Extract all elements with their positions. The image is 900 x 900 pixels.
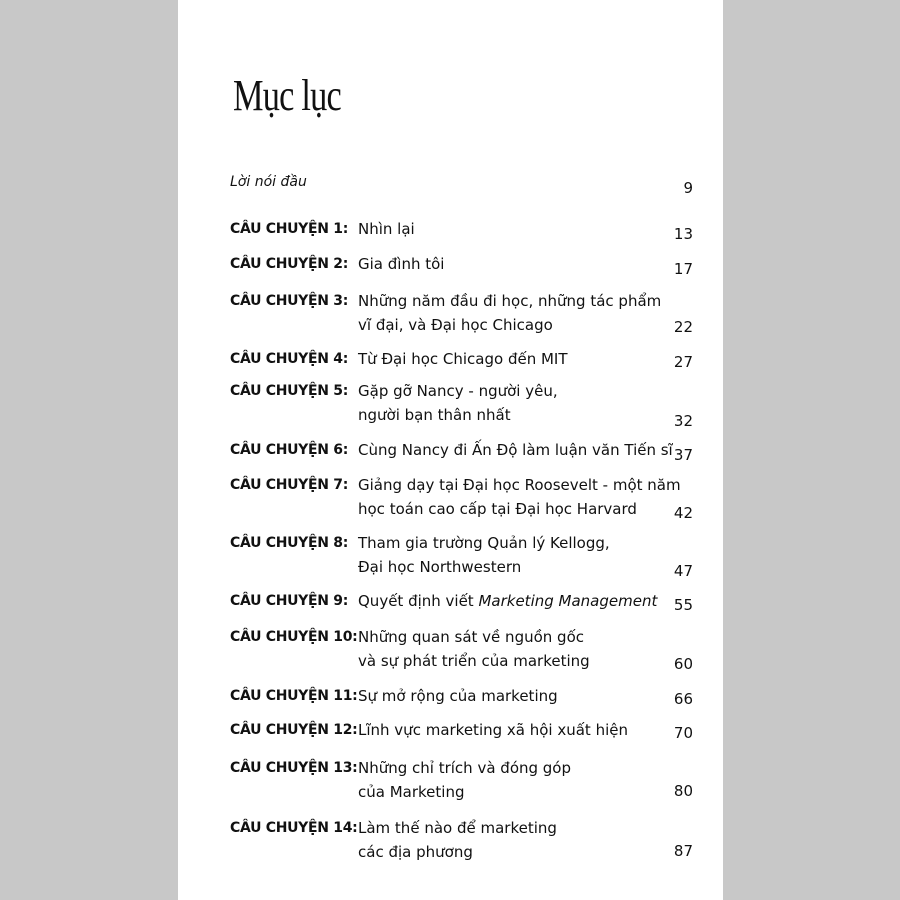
entry-title [358,473,681,521]
entry-label: CÂU CHUYỆN 14: [230,820,358,836]
entry-title [358,252,444,276]
entry-title-line [358,589,657,613]
entry-title-line: Từ Đại học Chicago đến MIT [358,350,568,368]
entry-page-number: 37 [673,446,693,464]
entry-title-line: các địa phương [358,843,473,861]
entry-page-number: 70 [673,724,693,742]
entry-label: CÂU CHUYỆN 11: [230,688,358,704]
entry-page-number: 87 [673,842,693,860]
entry-title [358,756,571,804]
entry-label: CÂU CHUYỆN 1: [230,221,349,237]
entry-title-line: Cùng Nancy đi Ấn Độ làm luận văn Tiến sĩ [358,441,673,459]
entry-title [358,438,673,462]
entry-title [358,379,558,427]
entry-page-number: 22 [673,318,693,336]
entry-label: CÂU CHUYỆN 2: [230,256,349,272]
entry-label: CÂU CHUYỆN 10: [230,629,358,645]
entry-title [358,625,590,673]
entry-title [358,531,610,579]
entry-title-prefix: Quyết định viết [358,592,479,610]
entry-label: CÂU CHUYỆN 13: [230,760,358,776]
entry-page-number: 47 [673,562,693,580]
entry-title-line: Những năm đầu đi học, những tác phẩm [358,292,662,310]
entry-label: CÂU CHUYỆN 3: [230,293,349,309]
entry-page-number: 13 [673,225,693,243]
entry-title-line: Những quan sát về nguồn gốc [358,628,584,646]
entry-title [358,347,568,371]
entry-title-line: Sự mở rộng của marketing [358,687,558,705]
entry-title-line: người bạn thân nhất [358,406,511,424]
entry-label: CÂU CHUYỆN 8: [230,535,349,551]
entry-title-line: Gặp gỡ Nancy - người yêu, [358,382,558,400]
entry-title [358,718,628,742]
entry-title-line: Lĩnh vực marketing xã hội xuất hiện [358,721,628,739]
entry-title [358,684,558,708]
entry-page-number: 27 [673,353,693,371]
entry-title-line: Làm thế nào để marketing [358,819,557,837]
entry-title-line: vĩ đại, và Đại học Chicago [358,316,553,334]
entry-title-line: Đại học Northwestern [358,558,522,576]
entry-page-number: 80 [673,782,693,800]
entry-page-number: 60 [673,655,693,673]
entry-page-number: 66 [673,690,693,708]
entry-label: CÂU CHUYỆN 4: [230,351,349,367]
entry-label: CÂU CHUYỆN 12: [230,722,358,738]
entry-title-line: Gia đình tôi [358,255,445,273]
entry-page-number: 17 [673,260,693,278]
entry-title-line: Nhìn lại [358,220,415,238]
entry-title-italic: Marketing Management [478,592,658,610]
entry-label: CÂU CHUYỆN 6: [230,442,349,458]
entry-title-line: của Marketing [358,783,465,801]
entry-title [358,589,657,613]
entry-label: CÂU CHUYỆN 7: [230,477,349,493]
entry-label: CÂU CHUYỆN 9: [230,593,349,609]
page-title: Mục lục [233,71,341,120]
entry-page-number: 55 [673,596,693,614]
entry-title-line: Tham gia trường Quản lý Kellogg, [358,534,610,552]
entry-label: CÂU CHUYỆN 5: [230,383,349,399]
entry-title-line: Những chỉ trích và đóng góp [358,759,572,777]
preface-label: Lời nói đầu [230,174,307,190]
book-page [178,0,723,900]
entry-title [358,217,415,241]
entry-title-line: học toán cao cấp tại Đại học Harvard [358,500,637,518]
entry-title [358,289,661,337]
preface-page-number: 9 [683,179,693,197]
entry-page-number: 42 [673,504,693,522]
entry-title-line: và sự phát triển của marketing [358,652,590,670]
entry-title [358,816,557,864]
entry-page-number: 32 [673,412,693,430]
entry-title-line: Giảng dạy tại Đại học Roosevelt - một năm [358,476,681,494]
